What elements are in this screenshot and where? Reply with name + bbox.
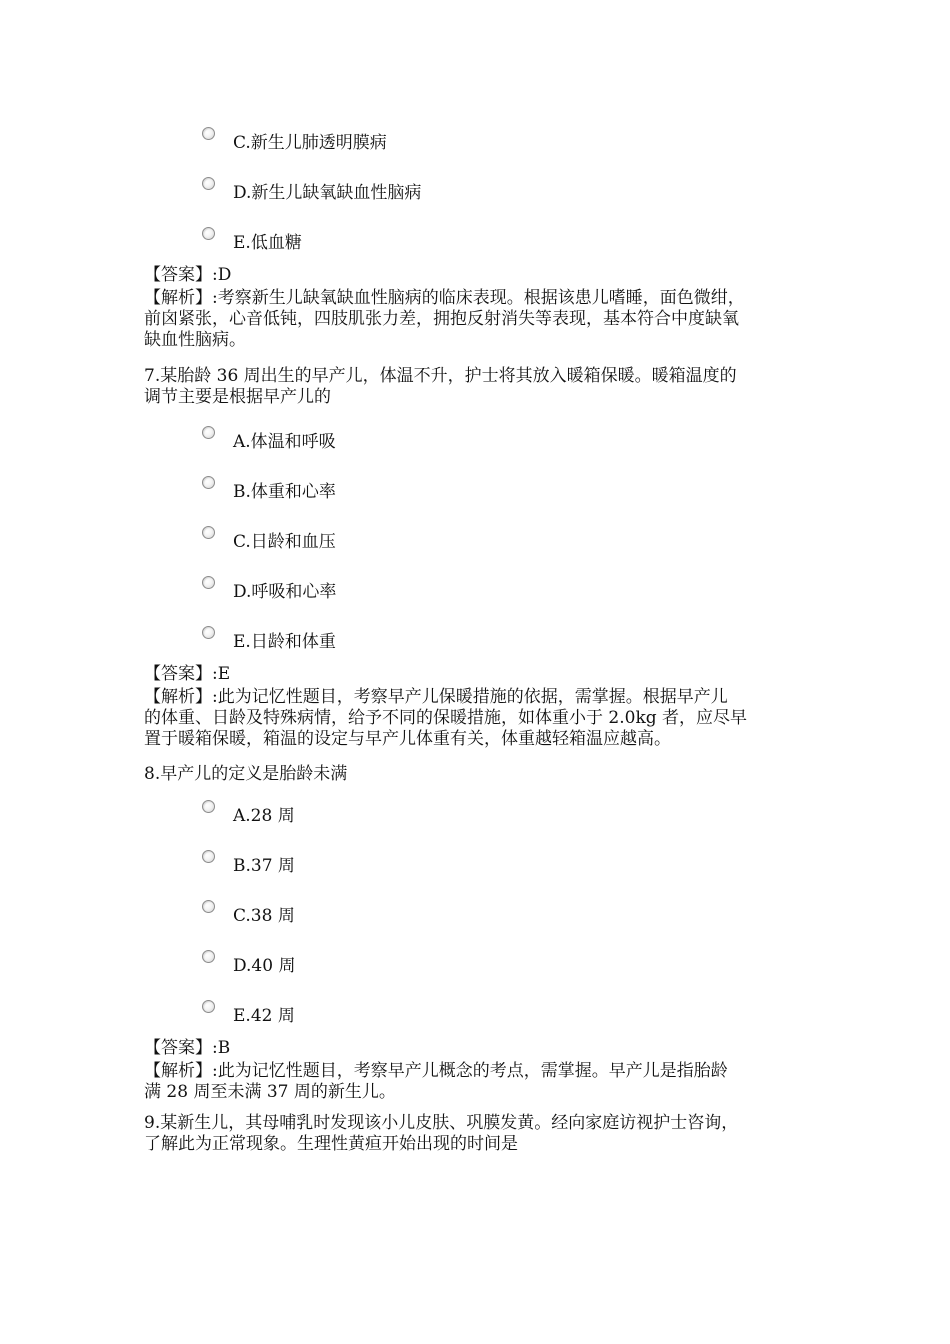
radio-icon[interactable]: [202, 850, 215, 863]
radio-icon[interactable]: [202, 476, 215, 489]
radio-icon[interactable]: [202, 227, 215, 240]
q9-question: [144, 1113, 824, 1155]
q7-option-c-label: C.日龄和血压: [233, 532, 336, 552]
q7-option-a-label: A.体温和呼吸: [233, 432, 336, 452]
q7-analysis: [144, 687, 824, 750]
q8-option-d-label: D.40 周: [233, 956, 296, 976]
q7-answer: [144, 664, 824, 685]
radio-icon[interactable]: [202, 526, 215, 539]
q6-answer: [144, 265, 824, 286]
q8-answer: [144, 1038, 824, 1059]
answer-text: 【答案】:D: [144, 265, 232, 285]
q8-option-c-label: C.38 周: [233, 906, 295, 926]
q7-option-d-label: D.呼吸和心率: [233, 582, 337, 602]
q7-option-b-label: B.体重和心率: [233, 482, 336, 502]
radio-icon[interactable]: [202, 900, 215, 913]
analysis-line: 【解析】:考察新生儿缺氧缺血性脑病的临床表现。根据该患儿嗜睡，面色微绀，: [144, 288, 745, 308]
q7-question: [144, 366, 824, 408]
answer-text: 【答案】:E: [144, 664, 231, 684]
radio-icon[interactable]: [202, 576, 215, 589]
analysis-line: 的体重、日龄及特殊病情，给予不同的保暖措施，如体重小于 2.0kg 者，应尽早: [144, 708, 748, 728]
radio-icon[interactable]: [202, 426, 215, 439]
q8-option-e-label: E.42 周: [233, 1006, 295, 1026]
q6-option-e-label: E.低血糖: [233, 233, 302, 253]
q8-analysis: [144, 1061, 824, 1103]
question-line: 9.某新生儿，其母哺乳时发现该小儿皮肤、巩膜发黄。经向家庭访视护士咨询，: [144, 1113, 739, 1133]
q6-option-c-label: C.新生儿肺透明膜病: [233, 133, 387, 153]
analysis-line: 缺血性脑病。: [144, 330, 246, 350]
q6-analysis: [144, 288, 824, 351]
q6-option-d-label: D.新生儿缺氧缺血性脑病: [233, 183, 422, 203]
question-line: 了解此为正常现象。生理性黄疸开始出现的时间是: [144, 1134, 518, 1154]
q8-question: [144, 764, 824, 785]
analysis-line: 【解析】:此为记忆性题目，考察早产儿保暖措施的依据，需掌握。根据早产儿: [144, 687, 728, 707]
question-line: 8.早产儿的定义是胎龄未满: [144, 764, 348, 784]
q8-option-a-label: A.28 周: [233, 806, 295, 826]
radio-icon[interactable]: [202, 626, 215, 639]
analysis-line: 前囟紧张，心音低钝，四肢肌张力差，拥抱反射消失等表现，基本符合中度缺氧: [144, 309, 739, 329]
question-line: 调节主要是根据早产儿的: [144, 387, 331, 407]
radio-icon[interactable]: [202, 950, 215, 963]
radio-icon[interactable]: [202, 800, 215, 813]
answer-text: 【答案】:B: [144, 1038, 231, 1058]
analysis-line: 满 28 周至未满 37 周的新生儿。: [144, 1082, 396, 1102]
question-line: 7.某胎龄 36 周出生的早产儿，体温不升，护士将其放入暖箱保暖。暖箱温度的: [144, 366, 737, 386]
analysis-line: 置于暖箱保暖，箱温的设定与早产儿体重有关，体重越轻箱温应越高。: [144, 729, 671, 749]
radio-icon[interactable]: [202, 177, 215, 190]
radio-icon[interactable]: [202, 1000, 215, 1013]
q7-option-e-label: E.日龄和体重: [233, 632, 336, 652]
q8-option-b-label: B.37 周: [233, 856, 295, 876]
analysis-line: 【解析】:此为记忆性题目，考察早产儿概念的考点，需掌握。早产儿是指胎龄: [144, 1061, 728, 1081]
radio-icon[interactable]: [202, 127, 215, 140]
